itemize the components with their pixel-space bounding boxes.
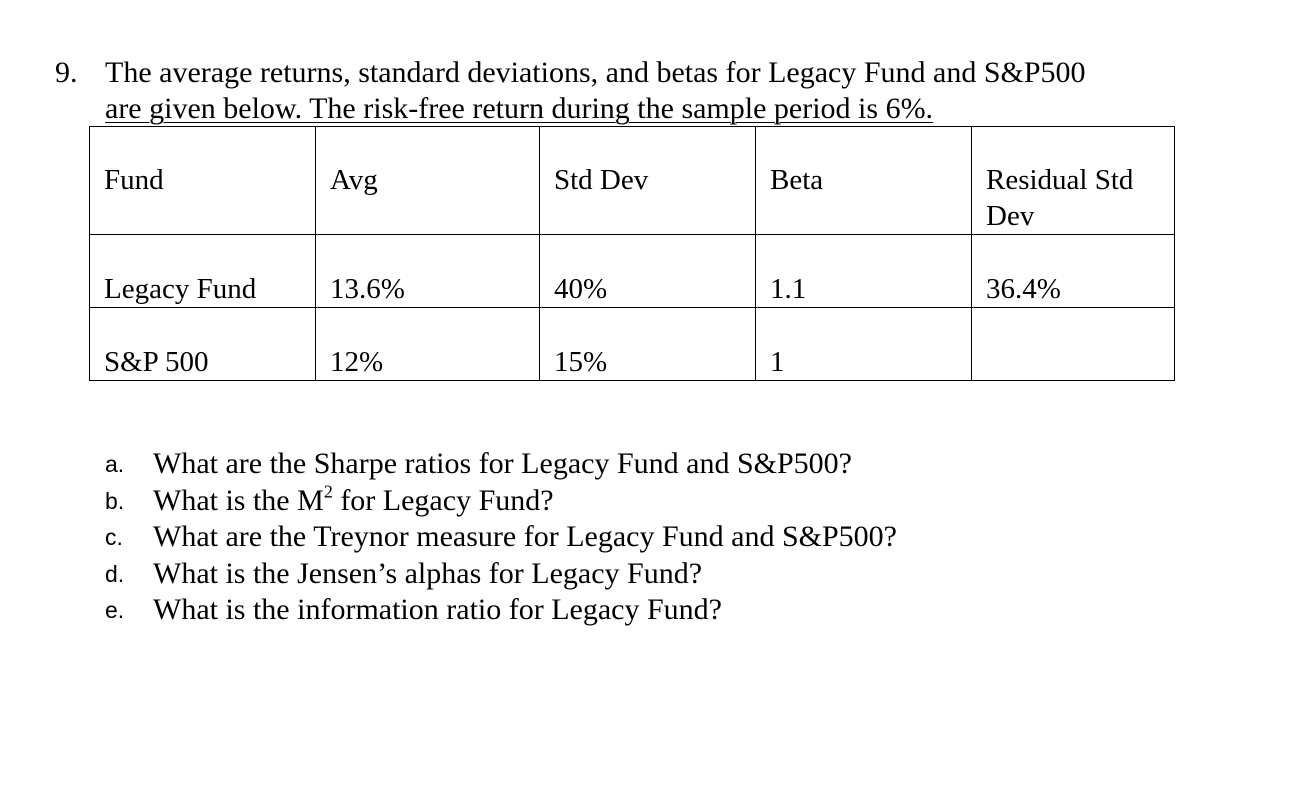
question-marker: a. xyxy=(105,451,125,477)
table-row xyxy=(90,235,1175,308)
question-item xyxy=(105,556,897,593)
fund-data-table xyxy=(89,126,1175,381)
problem-number: 9. xyxy=(55,56,78,89)
question-marker: e. xyxy=(105,597,125,623)
cell-fund: Legacy Fund xyxy=(90,235,316,308)
question-text: What are the Sharpe ratios for Legacy Fund and S&P500? xyxy=(153,447,852,480)
header-avg: Avg xyxy=(316,127,540,235)
problem-statement xyxy=(55,55,1255,127)
table-header-row xyxy=(90,127,1175,235)
cell-avg: 13.6% xyxy=(316,235,540,308)
cell-std-dev: 40% xyxy=(540,235,756,308)
question-text: What are the Treynor measure for Legacy Fund and S&P500? xyxy=(153,520,897,553)
problem-line-1: The average returns, standard deviations, and betas for Legacy Fund and S&P500 xyxy=(105,56,1086,89)
question-item xyxy=(105,446,897,483)
superscript: 2 xyxy=(323,480,333,501)
question-text: What is the Jensen’s alphas for Legacy Fund? xyxy=(153,556,703,590)
cell-std-dev: 15% xyxy=(540,308,756,381)
question-item xyxy=(105,519,897,556)
problem-text xyxy=(105,55,1255,127)
header-beta: Beta xyxy=(756,127,972,235)
question-text-before: What is the M xyxy=(153,483,324,517)
cell-avg: 12% xyxy=(316,308,540,381)
question-marker: c. xyxy=(105,524,123,550)
cell-residual-std-dev xyxy=(972,308,1175,381)
question-item xyxy=(105,592,897,629)
cell-residual-std-dev: 36.4% xyxy=(972,235,1175,308)
question-text: What is the information ratio for Legacy Fund? xyxy=(153,593,722,626)
header-fund: Fund xyxy=(90,127,316,235)
cell-fund: S&P 500 xyxy=(90,308,316,381)
question-text-after: for Legacy Fund? xyxy=(332,483,554,517)
question-item xyxy=(105,480,897,520)
header-std-dev: Std Dev xyxy=(540,127,756,235)
cell-beta: 1 xyxy=(756,308,972,381)
question-marker: d. xyxy=(105,560,125,587)
question-marker: b. xyxy=(105,487,125,514)
header-residual-std-dev: Residual Std Dev xyxy=(972,127,1175,235)
cell-beta: 1.1 xyxy=(756,235,972,308)
table-row xyxy=(90,308,1175,381)
question-list xyxy=(105,446,897,629)
problem-line-2: are given below. The risk-free return during the sample period is 6%. xyxy=(105,92,934,125)
